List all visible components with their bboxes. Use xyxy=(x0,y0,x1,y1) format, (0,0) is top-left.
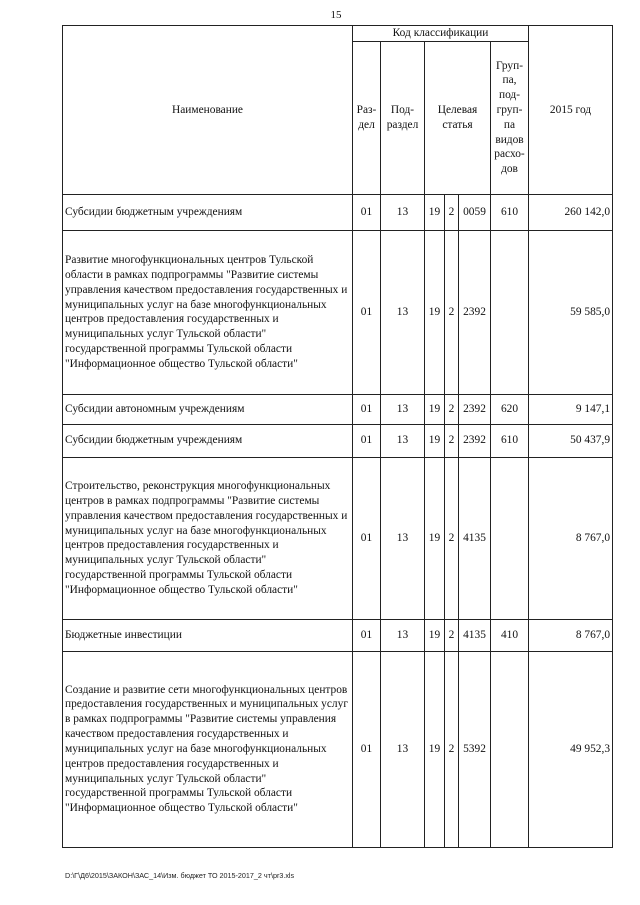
table-row xyxy=(63,194,613,230)
row-name: Бюджетные инвестиции xyxy=(63,619,353,651)
row-razdel: 01 xyxy=(353,457,381,619)
header-expense-group: Груп- па, под- груп- па видов расхо- дов xyxy=(491,41,529,194)
header-year: 2015 год xyxy=(529,26,613,195)
header-section: Раз- дел xyxy=(353,41,381,194)
row-podrazdel: 13 xyxy=(381,424,425,457)
row-amount: 50 437,9 xyxy=(529,424,613,457)
row-cs1: 19 xyxy=(425,457,445,619)
table-row xyxy=(63,651,613,847)
row-cs3: 2392 xyxy=(459,230,491,394)
row-podrazdel: 13 xyxy=(381,394,425,424)
row-cs2: 2 xyxy=(445,457,459,619)
row-cs3: 2392 xyxy=(459,394,491,424)
row-cs2: 2 xyxy=(445,230,459,394)
row-cs2: 2 xyxy=(445,394,459,424)
row-razdel: 01 xyxy=(353,230,381,394)
row-cs2: 2 xyxy=(445,651,459,847)
header-classification: Код классификации xyxy=(353,26,529,42)
row-cs1: 19 xyxy=(425,394,445,424)
row-cs1: 19 xyxy=(425,424,445,457)
row-cs3: 4135 xyxy=(459,457,491,619)
row-cs2: 2 xyxy=(445,194,459,230)
row-vr xyxy=(491,457,529,619)
row-vr: 610 xyxy=(491,424,529,457)
table-row xyxy=(63,424,613,457)
header-subsection: Под- раздел xyxy=(381,41,425,194)
page-number: 15 xyxy=(330,9,342,21)
row-razdel: 01 xyxy=(353,619,381,651)
budget-table xyxy=(62,25,613,848)
table-row xyxy=(63,619,613,651)
row-name: Субсидии бюджетным учреждениям xyxy=(63,194,353,230)
row-podrazdel: 13 xyxy=(381,194,425,230)
row-cs2: 2 xyxy=(445,619,459,651)
row-cs3: 0059 xyxy=(459,194,491,230)
row-cs1: 19 xyxy=(425,230,445,394)
table-row xyxy=(63,394,613,424)
row-cs1: 19 xyxy=(425,619,445,651)
row-cs3: 5392 xyxy=(459,651,491,847)
row-name: Создание и развитие сети многофункциональных центров предоставления государственных и муниципальных услуг в рамках подпрограммы "Развитие системы управления качеством предоставления государственных и муниципальных услуг на базе многофункциональных центров предоставления государственных и муниципальных услуг Тульской области" государственной программы Тульской области "Информационное общество Тульской области" xyxy=(63,651,353,847)
row-name: Строительство, реконструкция многофункциональных центров в рамках подпрограммы "Развитие системы управления качеством предоставления государственных и муниципальных услуг на базе многофункциональных центров предоставления государственных и муниципальных услуг Тульской области" государственной программы Тульской области "Информационное общество Тульской области" xyxy=(63,457,353,619)
row-vr xyxy=(491,230,529,394)
row-razdel: 01 xyxy=(353,424,381,457)
row-cs1: 19 xyxy=(425,651,445,847)
row-amount: 59 585,0 xyxy=(529,230,613,394)
row-cs2: 2 xyxy=(445,424,459,457)
row-amount: 49 952,3 xyxy=(529,651,613,847)
row-name: Субсидии бюджетным учреждениям xyxy=(63,424,353,457)
table-row xyxy=(63,457,613,619)
row-podrazdel: 13 xyxy=(381,651,425,847)
row-podrazdel: 13 xyxy=(381,457,425,619)
header-name: Наименование xyxy=(63,26,353,195)
row-amount: 8 767,0 xyxy=(529,457,613,619)
row-amount: 9 147,1 xyxy=(529,394,613,424)
row-name: Развитие многофункциональных центров Тульской области в рамках подпрограммы "Развитие системы управления качеством предоставления государственных и муниципальных услуг на базе многофункциональных центров предоставления государственных и муниципальных услуг Тульской области" государственной программы Тульской области "Информационное общество Тульской области" xyxy=(63,230,353,394)
row-podrazdel: 13 xyxy=(381,230,425,394)
row-name: Субсидии автономным учреждениям xyxy=(63,394,353,424)
row-cs3: 2392 xyxy=(459,424,491,457)
table-row xyxy=(63,230,613,394)
row-vr: 610 xyxy=(491,194,529,230)
row-cs1: 19 xyxy=(425,194,445,230)
row-amount: 260 142,0 xyxy=(529,194,613,230)
header-target-article: Целевая статья xyxy=(425,41,491,194)
row-vr: 410 xyxy=(491,619,529,651)
row-razdel: 01 xyxy=(353,394,381,424)
row-cs3: 4135 xyxy=(459,619,491,651)
row-razdel: 01 xyxy=(353,651,381,847)
row-vr: 620 xyxy=(491,394,529,424)
row-vr xyxy=(491,651,529,847)
row-podrazdel: 13 xyxy=(381,619,425,651)
row-razdel: 01 xyxy=(353,194,381,230)
file-path-footer: D:\Г\Д6\2015\ЗАКОН\ЗАС_14\Изм. бюджет ТО 2015-2017_2 чт\pr3.xls xyxy=(65,871,295,880)
row-amount: 8 767,0 xyxy=(529,619,613,651)
